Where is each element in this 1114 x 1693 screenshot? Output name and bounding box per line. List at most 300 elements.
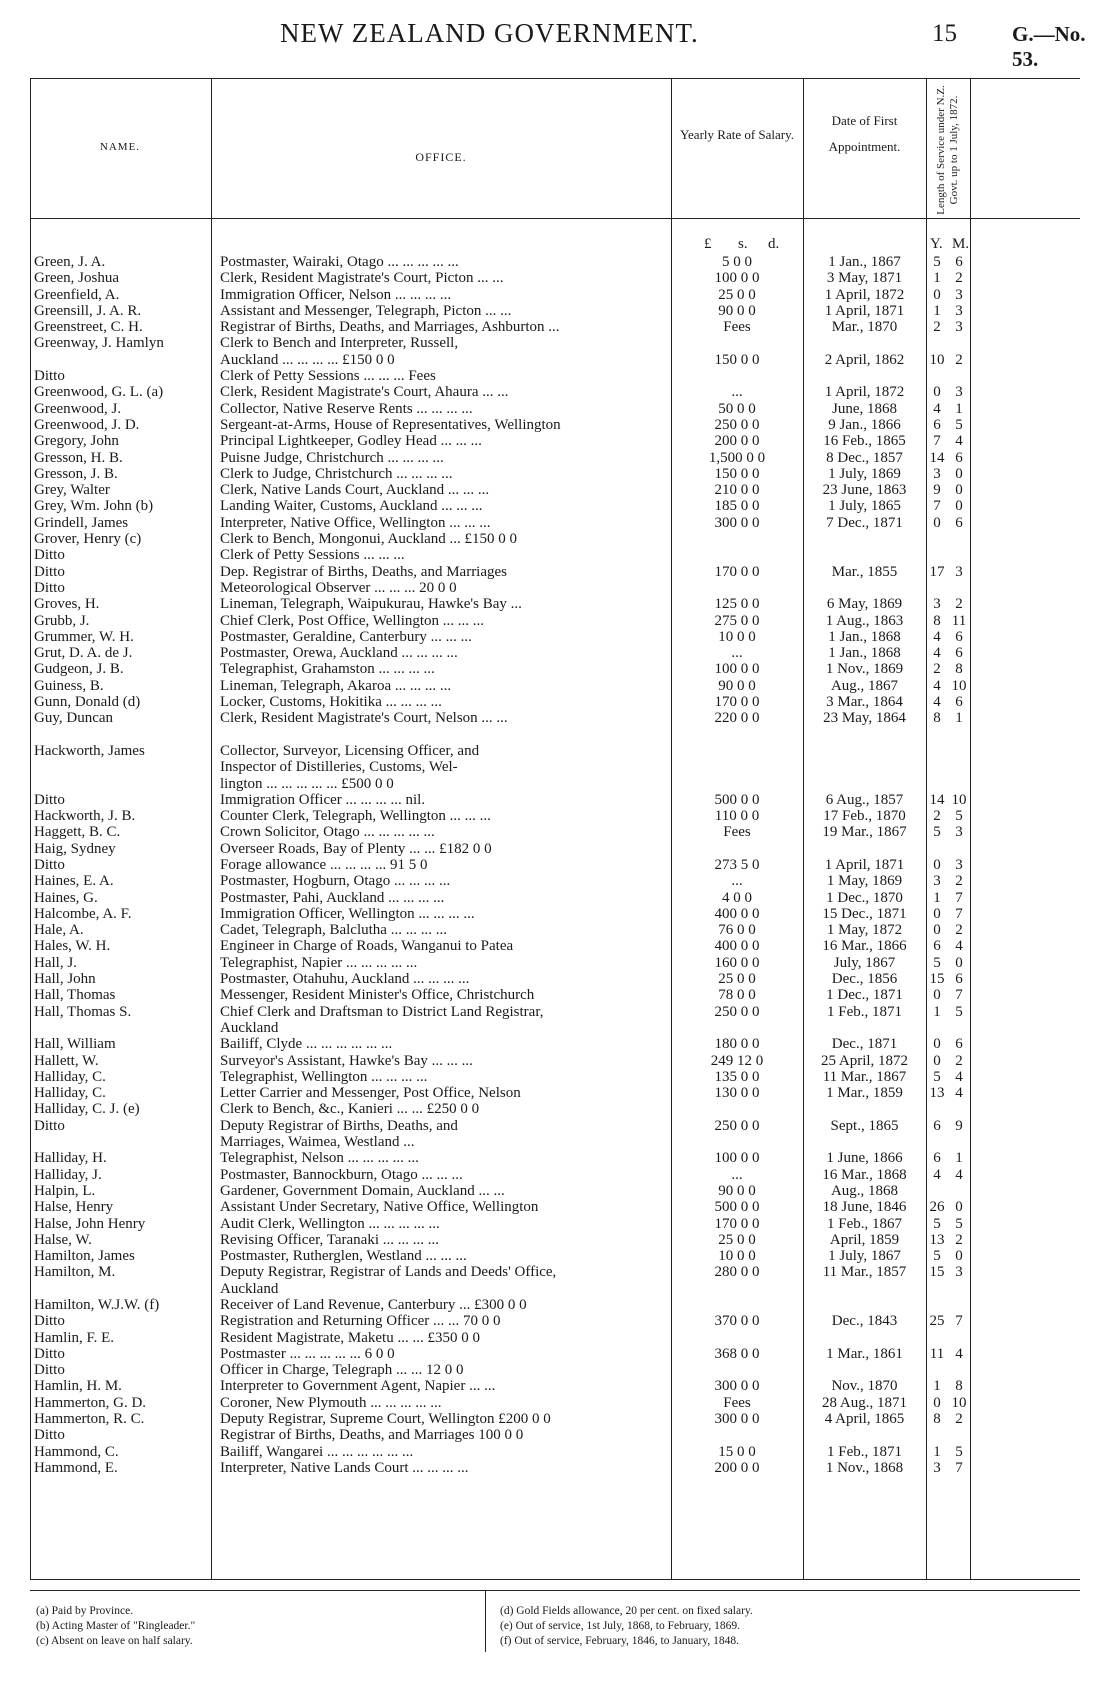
column-header-length	[926, 82, 970, 218]
table-row	[30, 1264, 970, 1280]
cell-name: Ditto	[34, 1362, 65, 1379]
cell-salary: 25 0 0	[718, 1231, 756, 1248]
cell-years: 25	[929, 1313, 945, 1330]
cell-salary: 250 0 0	[714, 416, 760, 433]
cell-office: Interpreter, Native Lands Court ... ... ... ...	[220, 1459, 469, 1476]
table-row	[30, 841, 970, 857]
cell-date: 1 Aug., 1863	[825, 612, 904, 629]
cell-date: 1 Dec., 1870	[826, 889, 903, 906]
cell-name: Ditto	[34, 579, 65, 596]
cell-months: 4	[955, 1345, 963, 1362]
table-row	[30, 1216, 970, 1232]
table-row	[30, 1053, 970, 1069]
cell-name: Haines, E. A.	[34, 873, 114, 890]
cell-name: Hale, A.	[34, 922, 84, 939]
cell-years: 4	[933, 628, 941, 645]
cell-months: 2	[955, 1411, 963, 1428]
table-row	[30, 824, 970, 840]
table-row	[30, 938, 970, 954]
table-row	[30, 1118, 970, 1134]
cell-office: Landing Waiter, Customs, Auckland ... ... ...	[220, 498, 483, 515]
cell-date: 3 Mar., 1864	[826, 694, 903, 711]
cell-months: 2	[955, 270, 963, 287]
cell-name: Hamilton, M.	[34, 1264, 116, 1281]
cell-office: Meteorological Observer ... ... ... 20 0 0	[220, 579, 457, 596]
cell-salary: 150 0 0	[714, 351, 760, 368]
table-row	[30, 955, 970, 971]
cell-salary: 180 0 0	[714, 1036, 760, 1053]
cell-months: 3	[955, 319, 963, 336]
cell-salary: 25 0 0	[718, 286, 756, 303]
cell-date: 1 Feb., 1871	[827, 1003, 902, 1020]
cell-months: 6	[955, 449, 963, 466]
cell-date: 11 Mar., 1867	[822, 1068, 907, 1085]
cell-name: Hammond, E.	[34, 1459, 118, 1476]
cell-salary: 5 0 0	[722, 254, 752, 270]
table-row	[30, 1346, 970, 1362]
table-row	[30, 1427, 970, 1443]
cell-date: 1 July, 1867	[828, 1248, 901, 1265]
page-title: NEW ZEALAND GOVERNMENT.	[280, 18, 699, 48]
cell-office: Postmaster, Bannockburn, Otago ... ... ...	[220, 1166, 463, 1183]
cell-years: 4	[933, 400, 941, 417]
cell-office: Immigration Officer, Wellington ... ... ... ...	[220, 905, 475, 922]
cell-date: Sept., 1865	[830, 1117, 899, 1134]
cell-months: 4	[955, 433, 963, 450]
table-row	[30, 401, 970, 417]
cell-salary: 10 0 0	[718, 628, 756, 645]
cell-name: Gunn, Donald (d)	[34, 694, 141, 711]
cell-office: Sergeant-at-Arms, House of Representatives, Wellington	[220, 416, 561, 433]
cell-name: Halse, Henry	[34, 1199, 114, 1216]
cell-salary: 160 0 0	[714, 954, 760, 971]
cell-office: Letter Carrier and Messenger, Post Office, Nelson	[220, 1085, 521, 1102]
cell-name: Greenway, J. Hamlyn	[34, 335, 164, 352]
cell-office: Auckland	[220, 1280, 279, 1297]
table-row	[30, 857, 970, 873]
cell-months: 11	[951, 612, 967, 629]
cell-office: Officer in Charge, Telegraph ... ... 12 0 0	[220, 1362, 464, 1379]
cell-months: 1	[955, 710, 963, 727]
cell-name: Gresson, J. B.	[34, 465, 118, 482]
table-row	[30, 1167, 970, 1183]
cell-date: Nov., 1870	[831, 1378, 898, 1395]
table-row	[30, 629, 970, 645]
cell-office: Clerk, Resident Magistrate's Court, Picton ... ...	[220, 270, 504, 287]
table-row	[30, 531, 970, 547]
table-row	[30, 254, 970, 270]
table-row	[30, 645, 970, 661]
cell-salary: 500 0 0	[714, 1199, 760, 1216]
cell-date: 1 July, 1869	[828, 465, 901, 482]
cell-name: Hamlin, F. E.	[34, 1329, 115, 1346]
cell-name: Ditto	[34, 563, 65, 580]
cell-office: Lineman, Telegraph, Akaroa ... ... ... ...	[220, 677, 452, 694]
cell-years: 8	[933, 612, 941, 629]
table-row	[30, 1036, 970, 1052]
cell-salary: 300 0 0	[714, 1411, 760, 1428]
cell-name: Greensill, J. A. R.	[34, 302, 142, 319]
cell-salary: 50 0 0	[718, 400, 756, 417]
cell-office: Interpreter, Native Office, Wellington ... ... ...	[220, 514, 491, 531]
cell-office: Auckland ... ... ... ... £150 0 0	[220, 351, 395, 368]
cell-years: 6	[933, 1150, 941, 1167]
cell-office: Registrar of Births, Deaths, and Marriages 100 0 0	[220, 1427, 524, 1444]
cell-date: 1 May, 1869	[826, 873, 903, 890]
table-row	[30, 1004, 970, 1020]
footnote: (d) Gold Fields allowance, 20 per cent. on fixed salary.	[500, 1605, 753, 1617]
cell-date: 16 Mar., 1868	[822, 1166, 907, 1183]
cell-office: Telegraphist, Nelson ... ... ... ... ...	[220, 1150, 419, 1167]
cell-office: Postmaster, Otahuhu, Auckland ... ... ... ...	[220, 971, 470, 988]
cell-name: Hamilton, W.J.W. (f)	[34, 1297, 160, 1313]
cell-office: Cadet, Telegraph, Balclutha ... ... ... ...	[220, 922, 447, 939]
cell-name: Guy, Duncan	[34, 710, 114, 727]
cell-office: Revising Officer, Taranaki ... ... ... ...	[220, 1231, 439, 1248]
cell-salary: 400 0 0	[714, 905, 760, 922]
table-row	[30, 1395, 970, 1411]
cell-office: Audit Clerk, Wellington ... ... ... ... ...	[220, 1215, 440, 1232]
cell-name: Ditto	[34, 1345, 65, 1362]
cell-date: 7 Dec., 1871	[826, 514, 903, 531]
cell-years: 4	[933, 1166, 941, 1183]
cell-office: lington ... ... ... ... ... £500 0 0	[220, 775, 394, 792]
cell-office: Registration and Returning Officer ... ... 70 0 0	[220, 1313, 501, 1330]
table-row	[30, 1411, 970, 1427]
cell-months: 2	[955, 351, 963, 368]
table-row	[30, 1020, 970, 1036]
cell-months: 2	[955, 922, 963, 939]
cell-months: 6	[955, 514, 963, 531]
cell-date: 2 April, 1862	[824, 351, 905, 368]
cell-name: Ditto	[34, 1427, 65, 1444]
table-row	[30, 1134, 970, 1150]
cell-salary: 15 0 0	[718, 1443, 756, 1460]
cell-years: 10	[929, 351, 945, 368]
table-row	[30, 270, 970, 286]
cell-date: 23 May, 1864	[823, 710, 906, 727]
cell-name: Halcombe, A. F.	[34, 905, 132, 922]
cell-office: Clerk to Bench and Interpreter, Russell,	[220, 335, 459, 352]
cell-office: Postmaster, Hogburn, Otago ... ... ... ...	[220, 873, 451, 890]
cell-date: April, 1859	[829, 1231, 900, 1248]
cell-salary: ...	[731, 1166, 743, 1183]
cell-years: 6	[933, 416, 941, 433]
cell-years: 11	[929, 1345, 945, 1362]
cell-office: Engineer in Charge of Roads, Wanganui to Patea	[220, 938, 514, 955]
table-row	[30, 890, 970, 906]
cell-salary: 273 5 0	[714, 856, 760, 873]
cell-date: 8 Dec., 1857	[826, 449, 903, 466]
cell-office: Postmaster, Geraldine, Canterbury ... ... ...	[220, 628, 472, 645]
cell-months: 7	[955, 987, 963, 1004]
cell-years: 4	[933, 677, 941, 694]
column-header-name: NAME.	[99, 141, 141, 153]
cell-name: Green, Joshua	[34, 270, 119, 287]
cell-date: 11 Mar., 1857	[822, 1264, 907, 1281]
cell-name: Ditto	[34, 1313, 65, 1330]
cell-name: Grummer, W. H.	[34, 628, 134, 645]
cell-months: 7	[955, 1459, 963, 1476]
cell-salary: 210 0 0	[714, 482, 760, 499]
cell-months: 1	[955, 400, 963, 417]
cell-name: Halliday, C.	[34, 1068, 106, 1085]
table-row	[30, 1199, 970, 1215]
cell-office: Assistant Under Secretary, Native Office, Wellington	[220, 1199, 539, 1216]
cell-months: 3	[955, 824, 963, 841]
cell-office: Postmaster, Pahi, Auckland ... ... ... ...	[220, 889, 445, 906]
cell-months: 5	[955, 1003, 963, 1020]
cell-salary: 170 0 0	[714, 1215, 760, 1232]
table-row	[30, 1150, 970, 1166]
cell-years: 1	[933, 1443, 941, 1460]
cell-months: 0	[955, 498, 963, 515]
table-row	[30, 596, 970, 612]
cell-date: 1 Feb., 1871	[827, 1443, 902, 1460]
cell-months: 1	[955, 1150, 963, 1167]
cell-salary: ...	[731, 384, 743, 401]
cell-salary: 200 0 0	[714, 1459, 760, 1476]
table-row	[30, 792, 970, 808]
cell-years: 6	[933, 938, 941, 955]
cell-salary: 150 0 0	[714, 465, 760, 482]
cell-office: Forage allowance ... ... ... ... 91 5 0	[220, 856, 428, 873]
table-row	[30, 727, 970, 743]
cell-months: 5	[955, 1443, 963, 1460]
cell-name: Hall, Thomas	[34, 987, 116, 1004]
cell-salary: 125 0 0	[714, 596, 760, 613]
cell-name: Ditto	[34, 791, 65, 808]
cell-years: 0	[933, 1036, 941, 1053]
cell-years: 1	[933, 1378, 941, 1395]
cell-office: Resident Magistrate, Maketu ... ... £350 0 0	[220, 1329, 480, 1346]
table-row	[30, 1378, 970, 1394]
cell-date: 1 Feb., 1867	[827, 1215, 902, 1232]
cell-name: Grey, Wm. John (b)	[34, 498, 154, 515]
cell-salary: 170 0 0	[714, 563, 760, 580]
cell-months: 3	[955, 286, 963, 303]
cell-years: 1	[933, 889, 941, 906]
table-row	[30, 1460, 970, 1476]
cell-salary: Fees	[723, 1394, 751, 1411]
cell-years: 5	[933, 1068, 941, 1085]
cell-years: 3	[933, 873, 941, 890]
table-row	[30, 1313, 970, 1329]
cell-office: Lineman, Telegraph, Waipukurau, Hawke's Bay ...	[220, 596, 522, 613]
cell-years: 4	[933, 645, 941, 662]
cell-years: 0	[933, 514, 941, 531]
cell-years: 5	[933, 1248, 941, 1265]
cell-office: Messenger, Resident Minister's Office, Christchurch	[220, 987, 535, 1004]
cell-office: Clerk to Judge, Christchurch ... ... ... ...	[220, 465, 453, 482]
cell-office: Postmaster, Wairaki, Otago ... ... ... ... ...	[220, 254, 459, 270]
cell-months: 7	[955, 889, 963, 906]
cell-office: Telegraphist, Napier ... ... ... ... ...	[220, 954, 418, 971]
cell-office: Deputy Registrar, Supreme Court, Wellington £200 0 0	[220, 1411, 551, 1428]
cell-years: 6	[933, 1117, 941, 1134]
cell-office: Interpreter to Government Agent, Napier ... ...	[220, 1378, 496, 1395]
cell-date: 1 April, 1872	[824, 384, 905, 401]
cell-years: 26	[929, 1199, 945, 1216]
cell-months: 0	[955, 954, 963, 971]
cell-office: Chief Clerk and Draftsman to District Land Registrar,	[220, 1003, 544, 1020]
table-row	[30, 368, 970, 384]
cell-date: 19 Mar., 1867	[822, 824, 907, 841]
cell-office: Telegraphist, Wellington ... ... ... ...	[220, 1068, 428, 1085]
cell-years: 0	[933, 1052, 941, 1069]
cell-name: Hallett, W.	[34, 1052, 99, 1069]
cell-months: 7	[955, 1313, 963, 1330]
cell-years: 2	[933, 661, 941, 678]
cell-years: 4	[933, 694, 941, 711]
cell-salary: 170 0 0	[714, 694, 760, 711]
cell-name: Hales, W. H.	[34, 938, 111, 955]
cell-months: 8	[955, 661, 963, 678]
cell-salary: 100 0 0	[714, 270, 760, 287]
column-header-length-text: Length of Service under N.Z. Govt. up to 1 July, 1872.	[935, 85, 960, 215]
cell-date: 6 Aug., 1857	[825, 791, 904, 808]
cell-office: Clerk of Petty Sessions ... ... ... Fees	[220, 368, 436, 385]
cell-salary: 130 0 0	[714, 1085, 760, 1102]
cell-salary: 220 0 0	[714, 710, 760, 727]
table-row	[30, 564, 970, 580]
cell-date: 1 Nov., 1869	[825, 661, 904, 678]
cell-office: Crown Solicitor, Otago ... ... ... ... ...	[220, 824, 435, 841]
cell-date: 1 July, 1865	[828, 498, 901, 515]
cell-name: Hamilton, James	[34, 1248, 135, 1265]
cell-months: 7	[955, 905, 963, 922]
cell-name: Hammerton, R. C.	[34, 1411, 145, 1428]
cell-date: 18 June, 1846	[822, 1199, 907, 1216]
cell-office: Telegraphist, Grahamston ... ... ... ...	[220, 661, 435, 678]
cell-date: Dec., 1871	[831, 1036, 898, 1053]
cell-name: Greenwood, G. L. (a)	[34, 384, 164, 401]
cell-date: 28 Aug., 1871	[821, 1394, 907, 1411]
cell-months: 2	[955, 1052, 963, 1069]
footnotes	[30, 1590, 1080, 1652]
cell-office: Clerk to Bench, &c., Kanieri ... ... £250 0 0	[220, 1101, 480, 1118]
cell-office: Marriages, Waimea, Westland ...	[220, 1134, 415, 1151]
cell-salary: 90 0 0	[718, 677, 756, 694]
table-row	[30, 515, 970, 531]
table-row	[30, 1232, 970, 1248]
cell-date: 17 Feb., 1870	[823, 808, 906, 825]
cell-salary: 90 0 0	[718, 302, 756, 319]
table-row	[30, 580, 970, 596]
table-row	[30, 1297, 970, 1313]
cell-name: Hackworth, J. B.	[34, 808, 136, 825]
cell-months: 6	[955, 645, 963, 662]
cell-name: Gresson, H. B.	[34, 449, 123, 466]
cell-months: 0	[955, 482, 963, 499]
cell-office: Receiver of Land Revenue, Canterbury ... £300 0 0	[220, 1297, 527, 1313]
column-header-date: Date of First Appointment.	[828, 113, 901, 154]
cell-office: Immigration Officer, Nelson ... ... ... ...	[220, 286, 452, 303]
cell-salary: Fees	[723, 319, 751, 336]
table-row	[30, 433, 970, 449]
cell-months: 4	[955, 1068, 963, 1085]
unit-pounds: £	[704, 236, 712, 252]
unit-shillings: s.	[738, 236, 748, 252]
table-row	[30, 678, 970, 694]
cell-name: Ditto	[34, 1117, 65, 1134]
cell-salary: 90 0 0	[718, 1182, 756, 1199]
cell-salary: 500 0 0	[714, 791, 760, 808]
table-row	[30, 450, 970, 466]
cell-date: Aug., 1868	[830, 1182, 899, 1199]
table-row	[30, 922, 970, 938]
cell-months: 8	[955, 1378, 963, 1395]
cell-years: 5	[933, 1215, 941, 1232]
cell-office: Inspector of Distilleries, Customs, Wel-	[220, 759, 458, 776]
cell-salary: 76 0 0	[718, 922, 756, 939]
cell-years: 13	[929, 1231, 945, 1248]
cell-name: Greenfield, A.	[34, 286, 120, 303]
cell-name: Ditto	[34, 547, 65, 564]
cell-months: 3	[955, 1264, 963, 1281]
cell-name: Grut, D. A. de J.	[34, 645, 133, 662]
cell-date: Aug., 1867	[830, 677, 899, 694]
cell-name: Halse, John Henry	[34, 1215, 146, 1232]
cell-years: 0	[933, 384, 941, 401]
table-row	[30, 906, 970, 922]
cell-salary: 185 0 0	[714, 498, 760, 515]
cell-name: Ditto	[34, 856, 65, 873]
cell-name: Hammerton, G. D.	[34, 1394, 147, 1411]
cell-name: Ditto	[34, 368, 65, 385]
cell-months: 10	[951, 677, 967, 694]
cell-office: Dep. Registrar of Births, Deaths, and Marriages	[220, 563, 508, 580]
cell-salary: 400 0 0	[714, 938, 760, 955]
page-number: 15	[932, 20, 957, 47]
cell-months: 2	[955, 873, 963, 890]
table-row	[30, 1248, 970, 1264]
cell-months: 6	[955, 694, 963, 711]
table-row	[30, 417, 970, 433]
footnote: (a) Paid by Province.	[36, 1605, 134, 1617]
cell-name: Greenwood, J.	[34, 400, 122, 417]
cell-years: 8	[933, 1411, 941, 1428]
cell-date: July, 1867	[833, 954, 896, 971]
cell-office: Immigration Officer ... ... ... ... nil.	[220, 791, 426, 808]
cell-salary: 300 0 0	[714, 514, 760, 531]
cell-months: 6	[955, 254, 963, 270]
cell-years: 3	[933, 596, 941, 613]
table-row	[30, 613, 970, 629]
table-row	[30, 1085, 970, 1101]
cell-date: 6 May, 1869	[826, 596, 903, 613]
table-row	[30, 710, 970, 726]
cell-name: Gudgeon, J. B.	[34, 661, 124, 678]
cell-office: Collector, Native Reserve Rents ... ... ... ...	[220, 400, 473, 417]
cell-name: Grindell, James	[34, 514, 129, 531]
cell-name: Hall, Thomas S.	[34, 1003, 132, 1020]
cell-name: Grover, Henry (c)	[34, 531, 142, 548]
cell-months: 3	[955, 563, 963, 580]
table-row	[30, 335, 970, 351]
table-row	[30, 352, 970, 368]
cell-office: Clerk, Resident Magistrate's Court, Nelson ... ...	[220, 710, 508, 727]
cell-years: 7	[933, 433, 941, 450]
cell-office: Deputy Registrar of Births, Deaths, and	[220, 1117, 458, 1134]
cell-office: Puisne Judge, Christchurch ... ... ... ...	[220, 449, 444, 466]
cell-months: 4	[955, 1085, 963, 1102]
cell-months: 0	[955, 465, 963, 482]
table-row	[30, 1281, 970, 1297]
cell-name: Green, J. A.	[34, 254, 106, 270]
cell-salary: 300 0 0	[714, 1378, 760, 1395]
cell-office: Clerk of Petty Sessions ... ... ...	[220, 547, 405, 564]
